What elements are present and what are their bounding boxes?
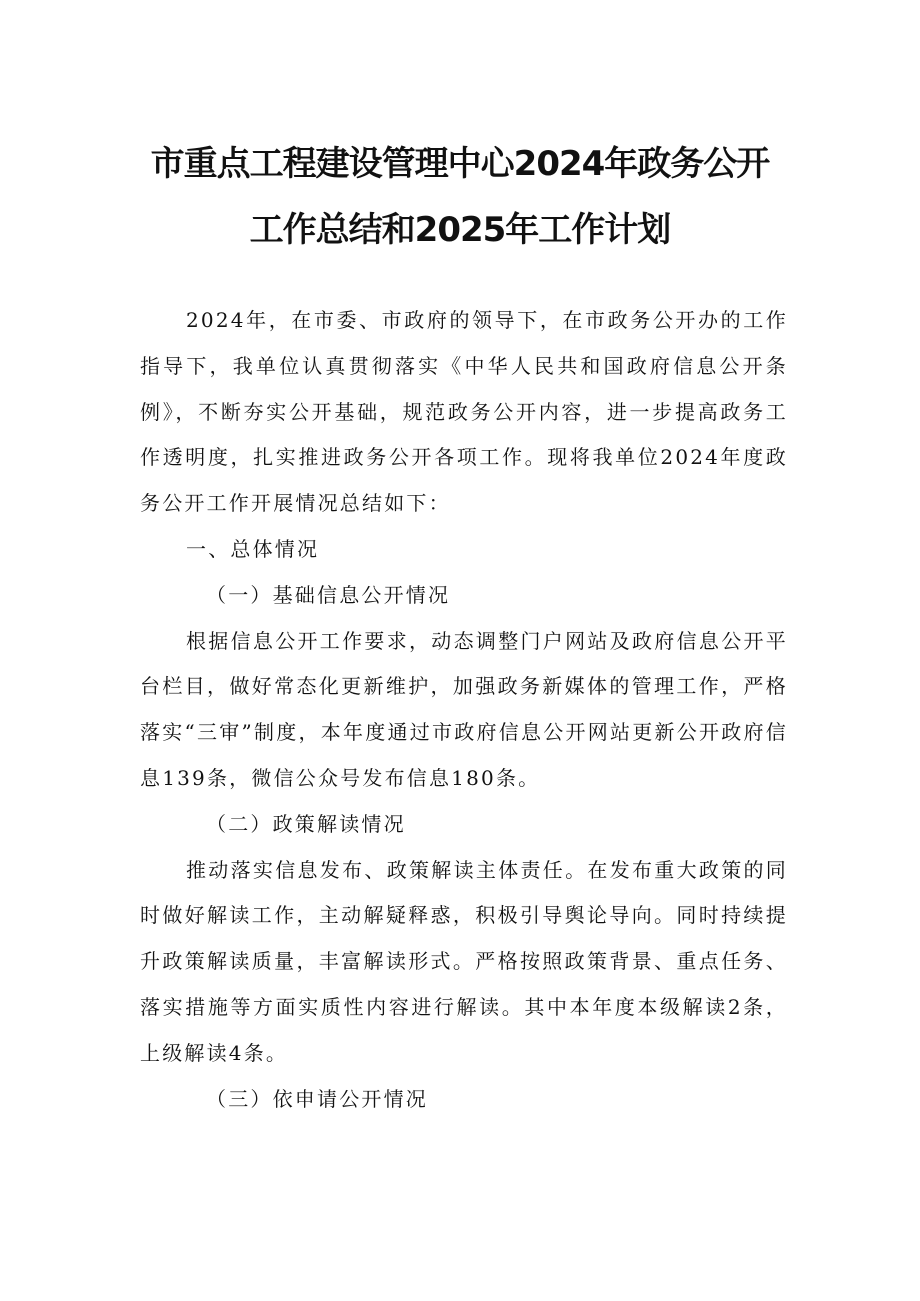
policy-interpretation-paragraph: 推动落实信息发布、政策解读主体责任。在发布重大政策的同时做好解读工作，主动解疑释惑，积极引导舆论导向。同时持续提升政策解读质量，丰富解读形式。严格按照政策背景、重点任务、落实措施等方面实质性内容进行解读。其中本年度本级解读2条，上级解读4条。 [140, 857, 788, 1065]
subsection-heading-basic-info: （一）基础信息公开情况 [206, 582, 451, 607]
subsection-heading-application-disclosure: （三）依申请公开情况 [206, 1086, 428, 1111]
document-body [140, 298, 788, 1122]
document-title-line-1: 市重点工程建设管理中心2024年政务公开 [150, 144, 770, 184]
intro-paragraph: 2024年，在市委、市政府的领导下，在市政务公开办的工作指导下，我单位认真贯彻落实《中华人民共和国政府信息公开条例》，不断夯实公开基础，规范政务公开内容，进一步提高政务工作透明度，扎实推进政务公开各项工作。现将我单位2024年度政务公开工作开展情况总结如下： [140, 308, 788, 516]
document-title-line-2: 工作总结和2025年工作计划 [249, 210, 671, 250]
section-heading-overall: 一、总体情况 [186, 536, 320, 561]
basic-info-paragraph: 根据信息公开工作要求，动态调整门户网站及政府信息公开平台栏目，做好常态化更新维护，加强政务新媒体的管理工作，严格落实“三审”制度，本年度通过市政府信息公开网站更新公开政府信息139条，微信公众号发布信息180条。 [140, 628, 788, 790]
subsection-heading-policy-interpretation: （二）政策解读情况 [206, 811, 406, 836]
